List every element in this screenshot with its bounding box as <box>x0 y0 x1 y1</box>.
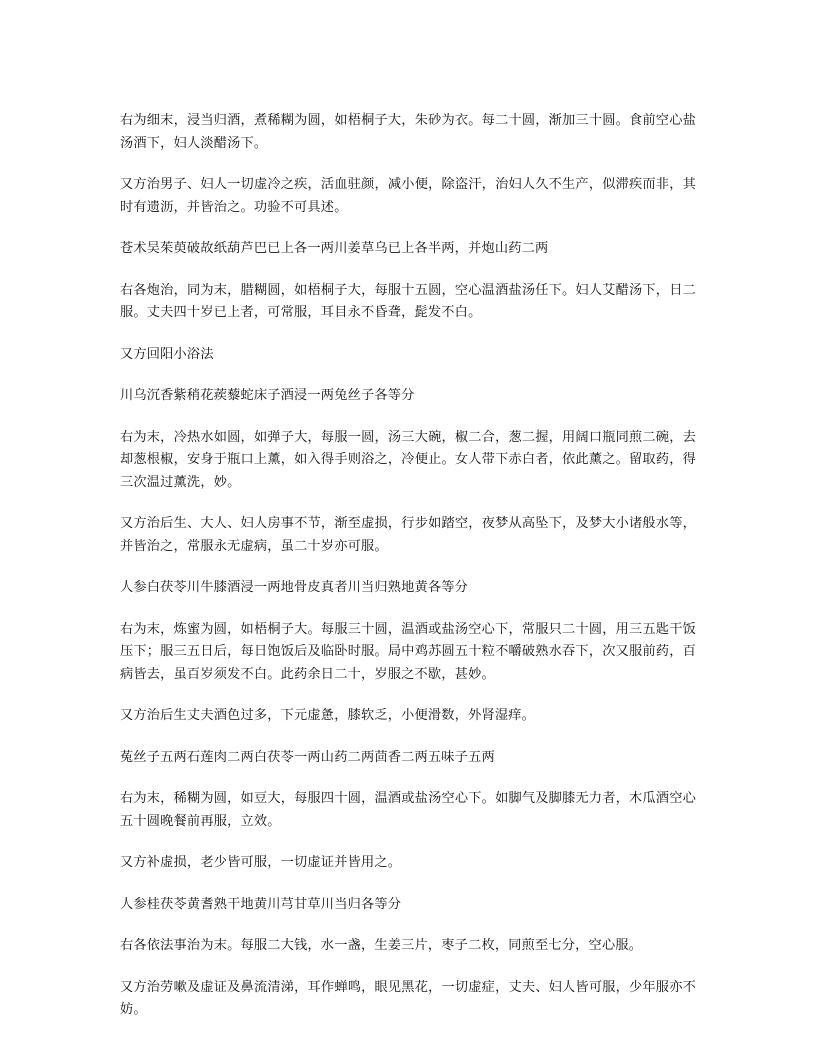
paragraph: 又方治后生丈夫酒色过多，下元虚惫，膝软乏，小便滑数，外肾湿痒。 <box>120 708 536 723</box>
paragraph: 右为末，冷热水如圆，如弹子大，每服一圆，汤三大碗，椒二合，葱二握，用阔口瓶同煎二碗，去却葱根椒，安身于瓶口上薰，如入得手则浴之，冷便止。女人带下赤白者，依此薰之。留取药，得三次温过薰洗，妙。 <box>120 429 696 490</box>
paragraph: 又方回阳小浴法 <box>120 346 214 362</box>
paragraph: 菟丝子五两石莲肉二两白茯苓一两山药二两茴香二两五味子五两 <box>120 749 495 765</box>
paragraph: 人参白茯苓川牛膝酒浸一两地骨皮真者川当归熟地黄各等分 <box>120 580 469 595</box>
paragraph: 右各炮治，同为末，腊糊圆，如梧桐子大，每服十五圆，空心温酒盐汤任下。妇人艾醋汤下，日二服。丈夫四十岁已上者，可常服，耳目永不昏聋，髭发不白。 <box>120 282 696 320</box>
paragraph: 又方补虚损，老少皆可服，一切虚证并皆用之。 <box>120 855 402 870</box>
paragraph: 苍术吴茱萸破故纸葫芦巴已上各一两川姜草乌已上各半两，并炮山药二两 <box>120 241 549 256</box>
paragraph: 又方治劳嗽及虚证及鼻流清涕，耳作蝉鸣，眼见黑花，一切虚症，丈夫、妇人皆可服，少年服亦不妨。 <box>120 979 696 1017</box>
paragraph: 又方治男子、妇人一切虚冷之疾，活血驻颜，减小便，除盗汗，治妇人久不生产，似滞疾而非，其时有遗沥，并皆治之。功验不可具述。 <box>120 177 696 215</box>
paragraph: 又方治后生、大人、妇人房事不节，渐至虚损，行步如踏空，夜梦从高坠下，及梦大小诸般水等，并皆治之，常服永无虚病，虽二十岁亦可服。 <box>120 516 696 554</box>
paragraph: 右各依法事治为末。每服二大钱，水一盏，生姜三片，枣子二枚，同煎至七分，空心服。 <box>120 938 643 953</box>
paragraph: 右为末，炼蜜为圆，如梧桐子大。每服三十圆，温酒或盐汤空心下，常服只二十圆，用三五匙干饭压下；服三五日后，每日饱饭后及临卧时服。局中鸡苏圆五十粒不嚼破熟水吞下，次又服前药，百病皆去，虽百岁须发不白。此药余日二十，岁服之不歇，甚妙。 <box>120 621 696 682</box>
paragraph: 右为细末，浸当归酒，煮稀糊为圆，如梧桐子大，朱砂为衣。每二十圆，渐加三十圆。食前空心盐汤酒下，妇人淡醋汤下。 <box>120 113 696 151</box>
paragraph: 川乌沉香紫稍花蒺藜蛇床子酒浸一两兔丝子各等分 <box>120 388 415 403</box>
paragraph: 右为末，稀糊为圆，如豆大，每服四十圆，温酒或盐汤空心下。如脚气及脚膝无力者，木瓜酒空心五十圆晚餐前再服，立效。 <box>120 791 696 829</box>
paragraph: 人参桂茯苓黄耆熟干地黄川芎甘草川当归各等分 <box>120 896 402 912</box>
